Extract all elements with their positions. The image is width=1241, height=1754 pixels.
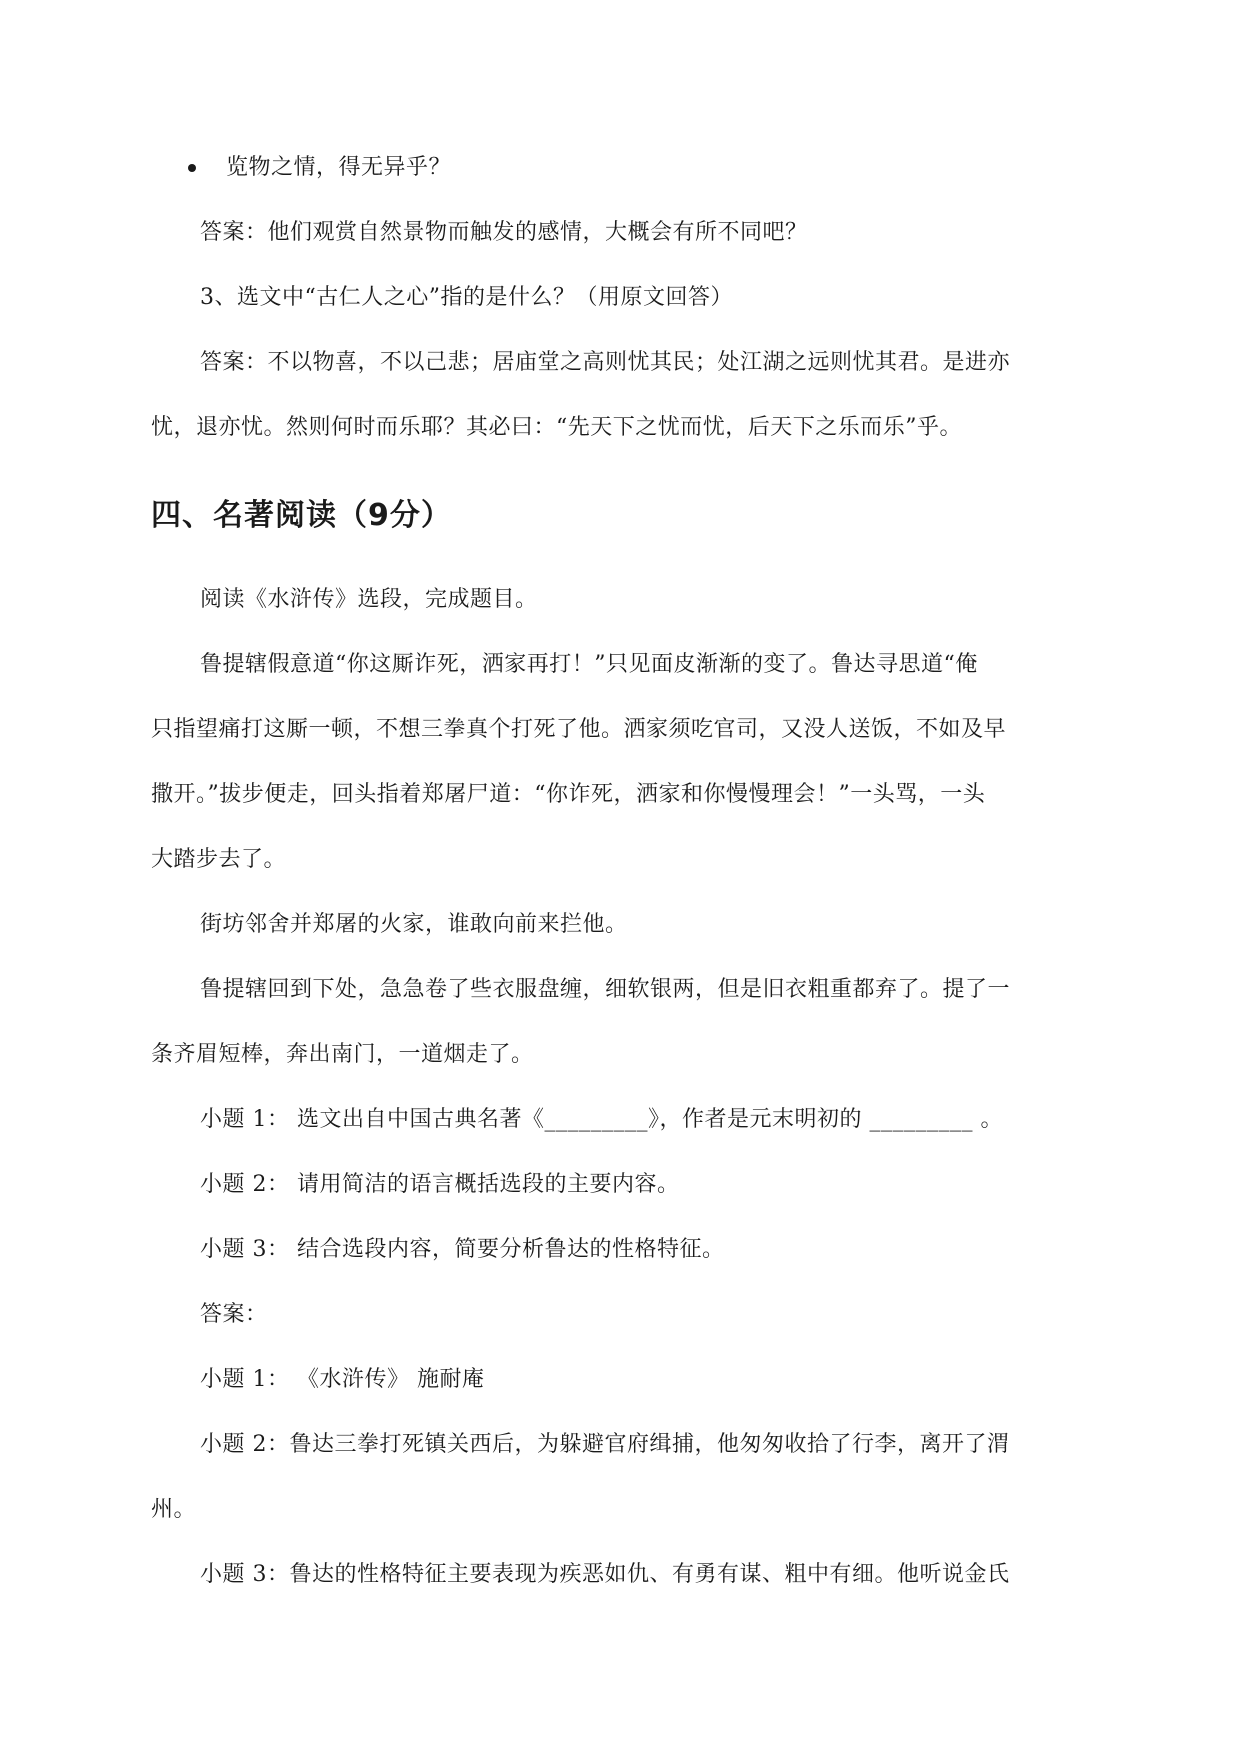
bullet-item-text: 览物之情，得无异乎？ — [226, 155, 452, 180]
answer-q3-line1: 答案：不以物喜，不以己悲；居庙堂之高则忧其民；处江湖之远则忧其君。是进亦 — [200, 350, 1011, 375]
passage-p3-line2: 条齐眉短棒，奔出南门，一道烟走了。 — [151, 1042, 534, 1067]
subquestion-2: 小题 2： 请用简洁的语言概括选段的主要内容。 — [200, 1172, 680, 1197]
passage-p2: 街坊邻舍并郑屠的火家，谁敢向前来拦他。 — [200, 912, 628, 937]
answer-q3-line2: 忧，退亦忧。然则何时而乐耶？其必曰：“先天下之忧而忧，后天下之乐而乐”乎。 — [151, 415, 962, 440]
answer-3-line1: 小题 3：鲁达的性格特征主要表现为疾恶如仇、有勇有谋、粗中有细。他听说金氏 — [200, 1562, 1010, 1587]
question-3: 3、选文中“古仁人之心”指的是什么？（用原文回答） — [200, 285, 733, 310]
answer-2-line2: 州。 — [151, 1497, 197, 1522]
passage-p1-line1: 鲁提辖假意道“你这厮诈死，洒家再打！”只见面皮渐渐的变了。鲁达寻思道“俺 — [200, 652, 978, 677]
answer-2-line1: 小题 2：鲁达三拳打死镇关西后，为躲避官府缉捕，他匆匆收拾了行李，离开了渭 — [200, 1432, 1010, 1457]
section-heading: 四、名著阅读（9分） — [151, 498, 452, 533]
bullet-icon — [188, 164, 196, 172]
reading-intro: 阅读《水浒传》选段，完成题目。 — [200, 587, 538, 612]
passage-p3-line1: 鲁提辖回到下处，急急卷了些衣服盘缠，细软银两，但是旧衣粗重都弃了。提了一 — [200, 977, 1011, 1002]
answer-bullet: 答案：他们观赏自然景物而触发的感情，大概会有所不同吧？ — [200, 220, 808, 245]
answer-1: 小题 1： 《水浒传》 施耐庵 — [200, 1367, 485, 1392]
subquestion-3: 小题 3： 结合选段内容，简要分析鲁达的性格特征。 — [200, 1237, 725, 1262]
passage-p1-line3: 撒开。”拔步便走，回头指着郑屠尸道：“你诈死，洒家和你慢慢理会！”一头骂，一头 — [151, 782, 986, 807]
passage-p1-line2: 只指望痛打这厮一顿，不想三拳真个打死了他。洒家须吃官司，又没人送饭，不如及早 — [151, 717, 1007, 742]
subquestion-1: 小题 1： 选文出自中国古典名著《_________》，作者是元末明初的 _________ 。 — [200, 1107, 1003, 1132]
passage-p1-line4: 大踏步去了。 — [151, 847, 287, 872]
answers-label: 答案： — [200, 1302, 268, 1327]
